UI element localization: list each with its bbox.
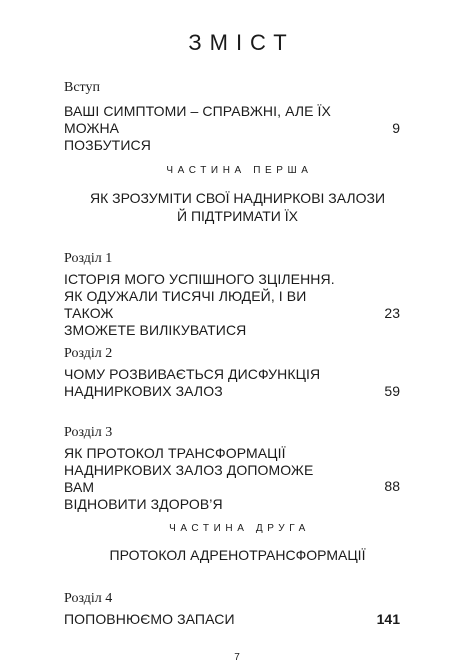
entry-line: НАДНИРКОВИХ ЗАЛОЗ ДОПОМОЖЕ ВАМ <box>64 462 314 495</box>
part-title-1 <box>0 189 475 225</box>
chapter-label-4: Розділ 4 <box>64 591 113 606</box>
toc-entry-chapter-3[interactable] <box>64 445 346 513</box>
part-label-2: ЧАСТИНА ДРУГА <box>169 523 310 534</box>
part-title-line: ПРОТОКОЛ АДРЕНОТРАНСФОРМАЦІЇ <box>109 547 366 563</box>
entry-line: ІСТОРІЯ МОГО УСПІШНОГО ЗЦІЛЕННЯ. <box>64 271 335 287</box>
entry-line: ПОЗБУТИСЯ <box>64 137 151 153</box>
chapter-label-2: Розділ 2 <box>64 346 113 361</box>
entry-line: ЧОМУ РОЗВИВАЄТЬСЯ ДИСФУНКЦІЯ <box>64 366 321 382</box>
page-number-intro: 9 <box>392 120 400 136</box>
toc-entry-chapter-1[interactable] <box>64 271 346 339</box>
page-number-chapter-2: 59 <box>384 383 400 399</box>
toc-entry-chapter-4[interactable] <box>64 611 346 628</box>
entry-line: НАДНИРКОВИХ ЗАЛОЗ <box>64 383 223 399</box>
page-number-footer: 7 <box>234 653 240 660</box>
page-number-chapter-4: 141 <box>376 611 400 627</box>
part-label-1: ЧАСТИНА ПЕРША <box>166 165 313 176</box>
part-title-2 <box>0 546 475 564</box>
page-number-chapter-3: 88 <box>384 478 400 494</box>
entry-line: ПОПОВНЮЄМО ЗАПАСИ <box>64 611 235 627</box>
chapter-label-1: Розділ 1 <box>64 251 113 266</box>
part-title-line: ЯК ЗРОЗУМІТИ СВОЇ НАДНИРКОВІ ЗАЛОЗИ <box>89 190 386 206</box>
toc-entry-intro[interactable] <box>64 103 346 154</box>
intro-label: Вступ <box>64 80 100 95</box>
page-title: ЗМІСТ <box>188 30 295 55</box>
entry-line: ЗМОЖЕТЕ ВИЛІКУВАТИСЯ <box>64 322 247 338</box>
toc-entry-chapter-2[interactable] <box>64 366 346 400</box>
entry-line: ЯК ОДУЖАЛИ ТИСЯЧІ ЛЮДЕЙ, І ВИ ТАКОЖ <box>64 288 307 321</box>
page-number-chapter-1: 23 <box>384 305 400 321</box>
entry-line: ВІДНОВИТИ ЗДОРОВ’Я <box>64 496 223 512</box>
entry-line: ЯК ПРОТОКОЛ ТРАНСФОРМАЦІЇ <box>64 445 286 461</box>
chapter-label-3: Розділ 3 <box>64 425 113 440</box>
part-title-line: Й ПІДТРИМАТИ ЇХ <box>177 208 298 224</box>
entry-line: ВАШІ СИМПТОМИ – СПРАВЖНІ, АЛЕ ЇХ МОЖНА <box>64 103 331 136</box>
